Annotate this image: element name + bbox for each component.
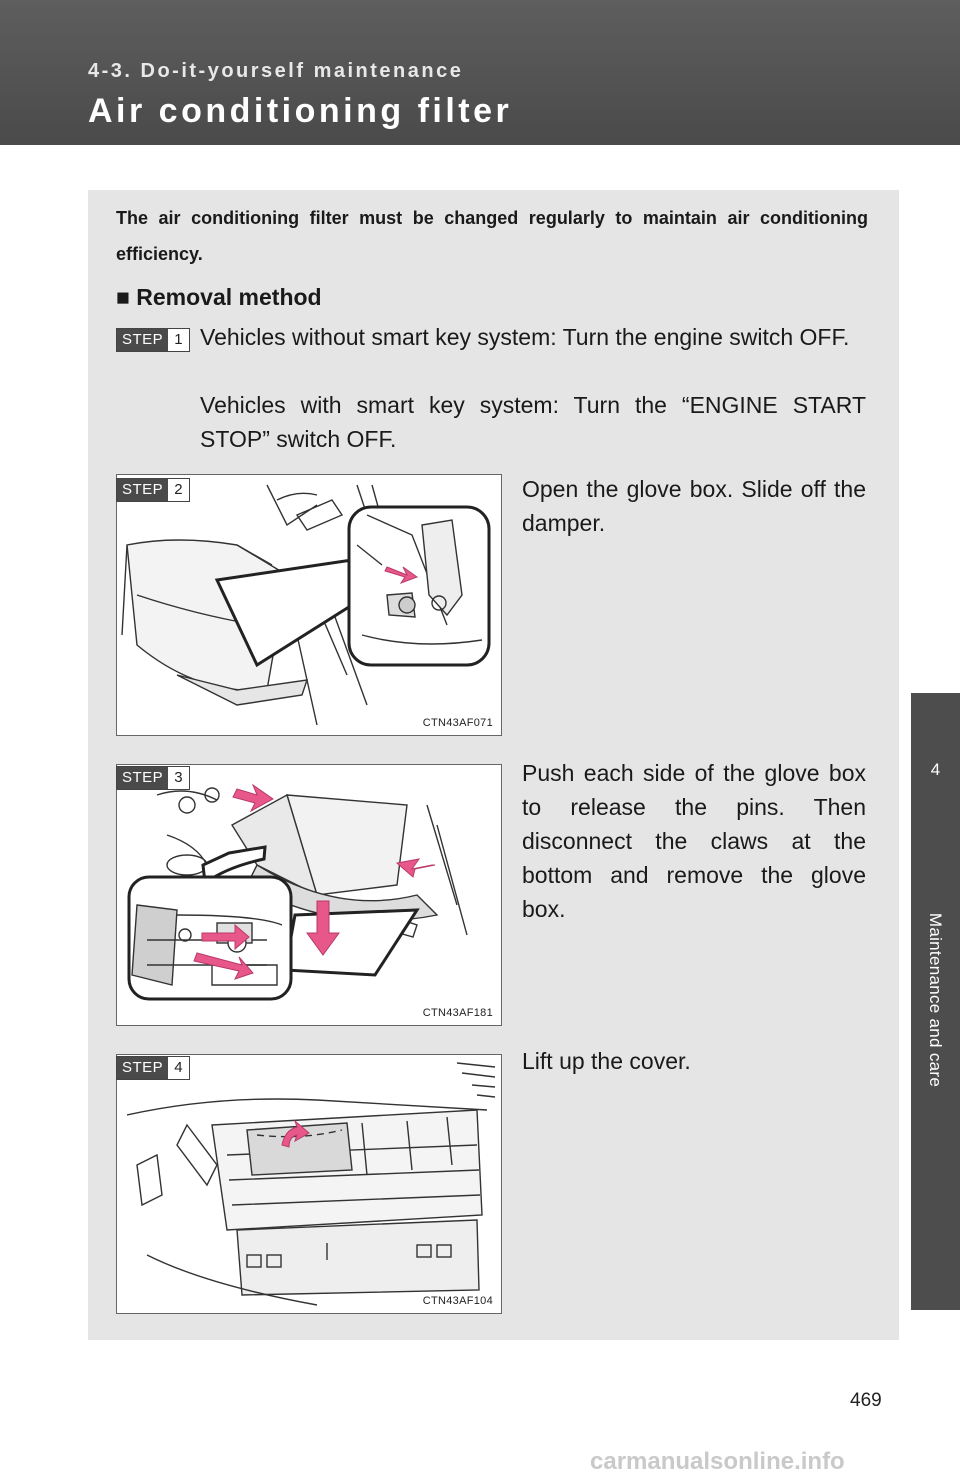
step-2-text: Open the glove box. Slide off the damper. <box>522 476 866 536</box>
step-label: STEP <box>117 1057 168 1079</box>
page-title: Air conditioning filter <box>88 92 513 130</box>
step-3-figure <box>116 764 502 1026</box>
step-number: 2 <box>174 481 183 498</box>
step-2-figure <box>116 474 502 736</box>
step-number: 3 <box>174 769 183 786</box>
step-4-text: Lift up the cover. <box>522 1048 691 1074</box>
figure-code: CTN43AF181 <box>422 1007 493 1019</box>
step-label: STEP <box>117 479 168 501</box>
step-3-badge <box>116 766 190 790</box>
step-1-text-a <box>200 320 866 354</box>
step-3-text: Push each side of the glove box to release the pins. Then disconnect the claws at the bottom and remove the glove box. <box>522 760 866 922</box>
step-label: STEP <box>117 767 168 789</box>
step-4-figure <box>116 1054 502 1314</box>
section-label: 4-3. Do-it-yourself maintenance <box>88 60 464 82</box>
figure-code: CTN43AF071 <box>422 717 493 729</box>
chapter-tab-label: Maintenance and care <box>926 912 945 1088</box>
figure-code: CTN43AF104 <box>422 1295 493 1307</box>
step-label: STEP <box>117 329 168 351</box>
step-1-text-b: Vehicles with smart key system: Turn the “ENGINE START STOP” switch OFF. <box>200 392 866 452</box>
step-number: 1 <box>174 331 183 348</box>
step-1-badge <box>116 328 190 352</box>
removal-method-heading: ■ Removal method <box>116 284 322 310</box>
intro-text: The air conditioning filter must be changed regularly to maintain air conditioning efficiency. <box>116 208 868 264</box>
step-number: 4 <box>174 1059 183 1076</box>
step-1-text-a-content: Vehicles without smart key system: Turn the engine switch OFF. <box>200 324 850 350</box>
glove-box-damper-illustration <box>117 475 501 735</box>
chapter-tab-number: 4 <box>930 760 941 779</box>
page-number: 469 <box>850 1390 882 1411</box>
glove-box-removal-illustration <box>117 765 501 1025</box>
filter-cover-illustration <box>117 1055 501 1313</box>
step-4-badge <box>116 1056 190 1080</box>
watermark: carmanualsonline.info <box>590 1448 845 1475</box>
step-2-badge <box>116 478 190 502</box>
